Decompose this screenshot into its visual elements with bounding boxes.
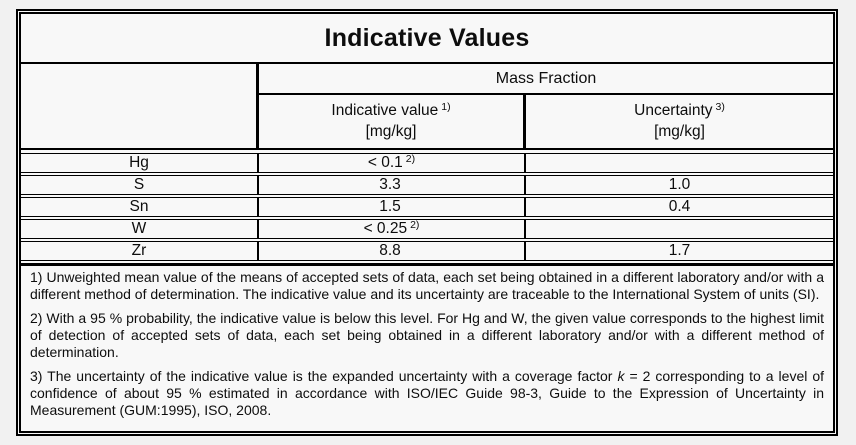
table-row-w xyxy=(21,219,833,239)
footnote-3 xyxy=(30,368,824,419)
footnotes-section xyxy=(21,263,833,431)
value-text: < 0.1 xyxy=(367,154,403,171)
column-header-indicative-value xyxy=(259,95,526,148)
indicative-value-cell xyxy=(259,242,526,261)
column-header-unit: [mg/kg] xyxy=(365,123,417,140)
column-header-unit: [mg/kg] xyxy=(654,123,705,140)
column-header-line1 xyxy=(259,101,523,122)
table-body xyxy=(21,150,833,263)
table-row-hg xyxy=(21,153,833,173)
footnote-ref-3: 3) xyxy=(715,101,725,113)
footnote-ref-1: 1) xyxy=(441,101,451,113)
value-text: < 0.25 xyxy=(363,220,408,237)
indicative-value-cell xyxy=(259,176,526,195)
table-row-s xyxy=(21,175,833,195)
column-header-line1 xyxy=(526,101,833,122)
footnote-ref-2: 2) xyxy=(410,219,420,231)
element-cell: Sn xyxy=(21,198,259,217)
value-text: 3.3 xyxy=(379,176,401,193)
column-headers xyxy=(259,95,833,148)
table-inner-border xyxy=(19,12,835,433)
element-cell: W xyxy=(21,220,259,239)
indicative-value-cell xyxy=(259,220,526,239)
table-header xyxy=(21,64,833,150)
column-header-text: Uncertainty xyxy=(634,102,713,119)
column-header-uncertainty xyxy=(526,95,833,148)
table-row-sn xyxy=(21,197,833,217)
table-title: Indicative Values xyxy=(21,14,833,64)
element-cell: Zr xyxy=(21,242,259,261)
footnote-3-text: = 2 corresponding to a level of confidence of about 95 % estimated in accordance with ISO/IEC Guide 98-3, Guide to the Expression of Uncertainty in Measurement (GUM:1995), ISO, 2008. xyxy=(30,368,825,418)
uncertainty-cell xyxy=(526,220,833,239)
indicative-values-table xyxy=(16,9,838,436)
group-header-mass-fraction: Mass Fraction xyxy=(259,64,833,95)
value-text: 1.5 xyxy=(379,198,401,215)
indicative-value-cell xyxy=(259,198,526,217)
footnote-2: 2) With a 95 % probability, the indicative value is below this level. For Hg and W, the given value corresponds to the highest limit of detection of accepted sets of data, each set being obtained in a different laboratory and/or with a different method of determination. xyxy=(30,310,824,360)
header-value-columns xyxy=(259,64,833,148)
value-text: 8.8 xyxy=(379,242,401,259)
footnote-ref-2: 2) xyxy=(405,153,416,165)
element-cell: Hg xyxy=(21,154,259,173)
footnote-1: 1) Unweighted mean value of the means of accepted sets of data, each set being obtained in a different laboratory and/or with a different method of determination. The indicative value and its uncertainty are traceable to the International System of units (SI). xyxy=(30,269,824,302)
header-empty-cell xyxy=(21,64,259,148)
footnote-3-text: 3) The uncertainty of the indicative value is the expanded uncertainty with a coverage factor xyxy=(30,368,618,384)
uncertainty-cell: 1.7 xyxy=(668,242,691,259)
element-cell: S xyxy=(21,176,259,195)
indicative-value-cell xyxy=(259,154,526,173)
uncertainty-cell xyxy=(526,154,833,173)
uncertainty-cell: 0.4 xyxy=(668,198,691,215)
footnote-3-coverage-factor-symbol: k xyxy=(617,368,625,384)
uncertainty-cell: 1.0 xyxy=(668,176,691,193)
column-header-text: Indicative value xyxy=(331,102,439,119)
table-row-zr xyxy=(21,241,833,261)
